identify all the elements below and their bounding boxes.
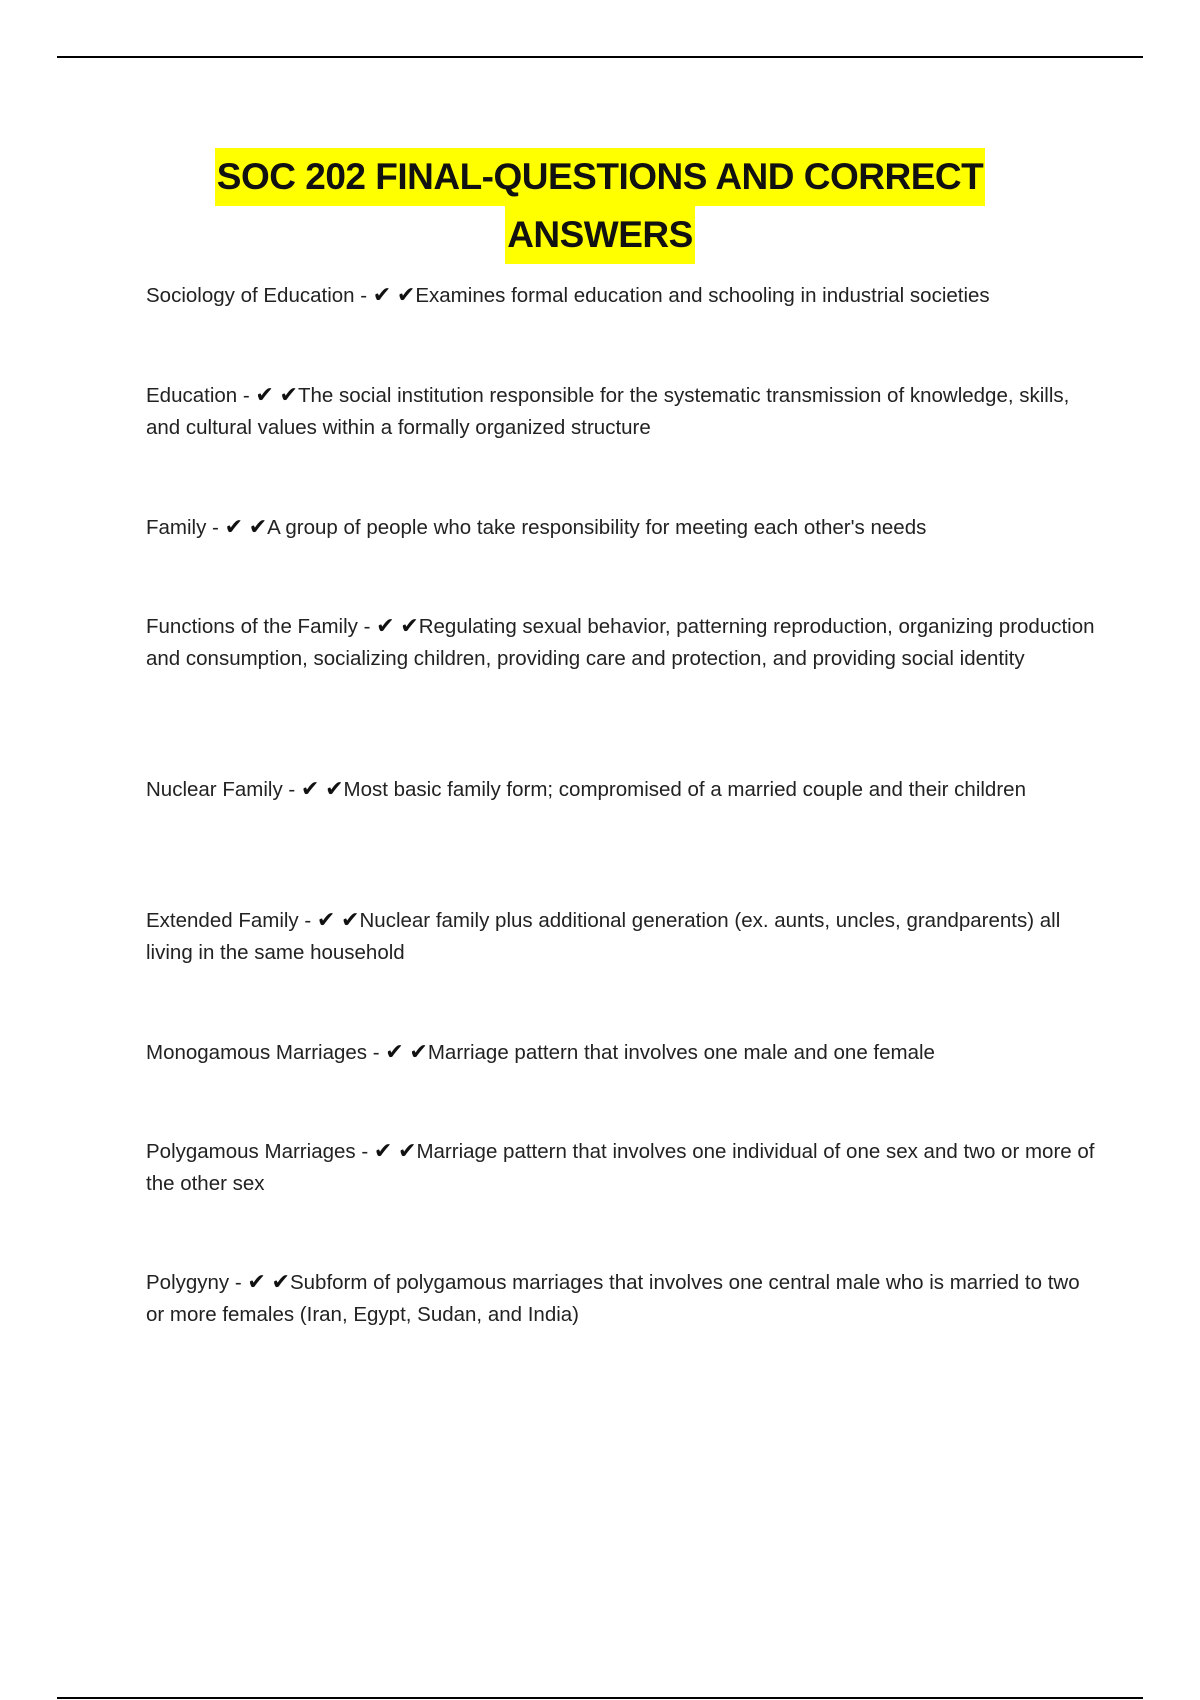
term: Extended Family	[146, 909, 299, 932]
list-item	[146, 380, 1096, 444]
separator: -	[355, 1140, 374, 1163]
check-icon: ✔	[247, 1270, 266, 1295]
separator: -	[282, 778, 301, 801]
term: Polygyny	[146, 1271, 230, 1294]
definition: Marriage pattern that involves one individual of one sex and two or more of the other sex	[146, 1140, 1095, 1195]
list-item	[146, 1037, 1096, 1069]
separator: -	[354, 284, 373, 307]
title-line-2: ANSWERS	[505, 206, 695, 264]
list-item	[146, 512, 1096, 544]
check-icon: ✔	[373, 1139, 393, 1164]
title-line-1: SOC 202 FINAL-QUESTIONS AND CORRECT	[215, 148, 985, 206]
definition: Marriage pattern that involves one male and one female	[427, 1041, 935, 1064]
check-icon: ✔	[376, 614, 395, 639]
check-icon: ✔	[400, 614, 419, 639]
term: Education	[146, 384, 238, 407]
separator: -	[357, 615, 377, 638]
definition: Subform of polygamous marriages that involves one central male who is married to two or more females (Iran, Egypt, Sudan, and India)	[146, 1271, 1080, 1326]
separator: -	[229, 1271, 248, 1294]
separator: -	[206, 516, 225, 539]
check-icon: ✔	[224, 515, 244, 540]
separator: -	[237, 384, 256, 407]
check-icon: ✔	[279, 383, 298, 408]
check-icon: ✔	[248, 515, 268, 540]
list-item	[146, 611, 1096, 675]
term: Family	[146, 516, 207, 539]
check-icon: ✔	[398, 1139, 417, 1164]
check-icon: ✔	[325, 777, 344, 802]
top-rule	[57, 56, 1143, 58]
definition: Regulating sexual behavior, patterning reproduction, organizing production and consumption, socializing children, providing care and protection, and providing social identity	[146, 615, 1095, 670]
definition: The social institution responsible for the systematic transmission of knowledge, skills, and cultural values within a formally organized structure	[146, 384, 1070, 439]
check-icon: ✔	[409, 1040, 428, 1065]
list-item	[146, 905, 1096, 969]
check-icon: ✔	[341, 908, 360, 933]
definition: Examines formal education and schooling in industrial societies	[415, 284, 990, 307]
list-item	[146, 1136, 1096, 1200]
list-item	[146, 280, 1096, 312]
separator: -	[367, 1041, 386, 1064]
check-icon: ✔	[396, 283, 416, 308]
check-icon: ✔	[372, 283, 392, 308]
document-title	[0, 148, 1200, 264]
list-item	[146, 1267, 1096, 1331]
bottom-rule	[57, 1697, 1143, 1699]
check-icon: ✔	[255, 383, 274, 408]
separator: -	[298, 909, 317, 932]
definition: A group of people who take responsibility for meeting each other's needs	[267, 516, 927, 539]
term: Nuclear Family	[146, 778, 283, 801]
check-icon: ✔	[300, 777, 320, 802]
term: Functions of the Family	[146, 615, 358, 638]
list-item	[146, 774, 1096, 806]
definition: Nuclear family plus additional generation (ex. aunts, uncles, grandparents) all living in the same household	[146, 909, 1061, 964]
check-icon: ✔	[271, 1270, 290, 1295]
check-icon: ✔	[316, 908, 336, 933]
definition: Most basic family form; compromised of a married couple and their children	[343, 778, 1026, 801]
term: Polygamous Marriages	[146, 1140, 356, 1163]
term: Monogamous Marriages	[146, 1041, 368, 1064]
check-icon: ✔	[385, 1040, 404, 1065]
term: Sociology of Education	[146, 284, 355, 307]
